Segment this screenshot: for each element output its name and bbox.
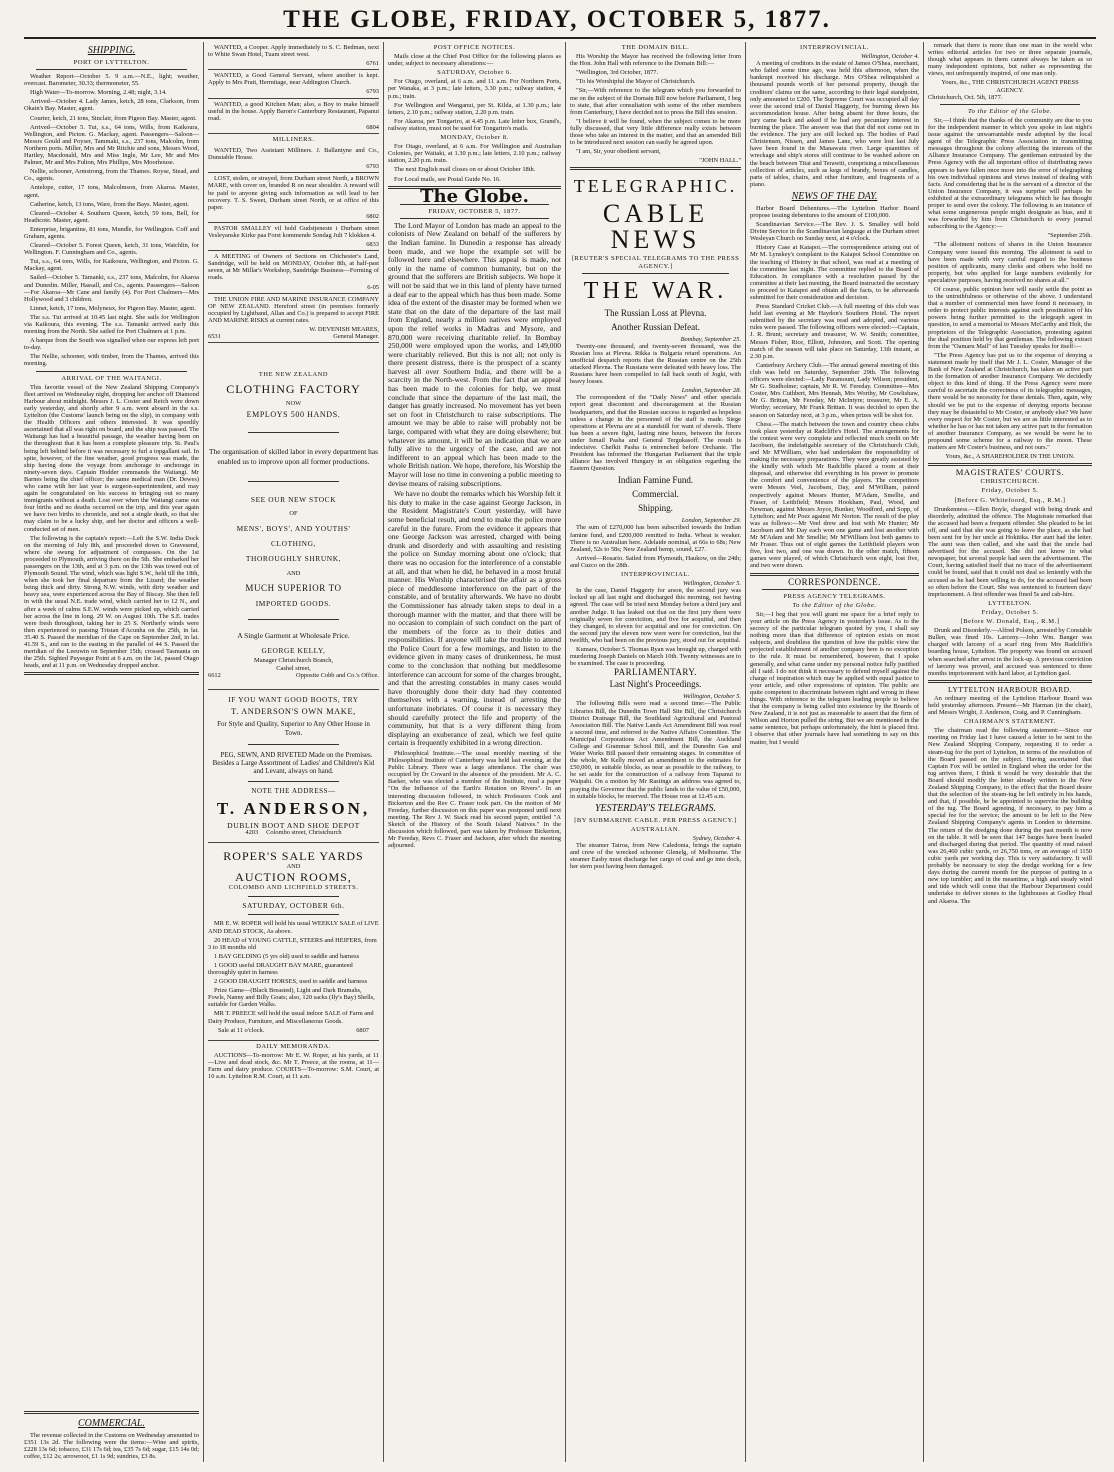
divider [928,463,1092,466]
reuter-note: [REUTER'S SPECIAL TELEGRAMS TO THE PRESS AGENCY.] [571,255,740,270]
section-title-shipping: SHIPPING. [87,45,136,56]
ad-line: IF YOU WANT GOOD BOOTS, TRY [228,694,359,704]
ad-number: 4203 [245,829,259,837]
chairmans-statement-title: CHAIRMAN'S STATEMENT. [964,718,1056,726]
ad-headline: AUCTION ROOMS, [235,870,352,885]
post-day: MONDAY, October 8. [440,134,509,142]
ad-anderson-boots [208,690,379,843]
ad-line: EMPLOYS 500 HANDS. [246,410,341,420]
tui-sailed: Tui, s.s., 64 tons, Wills, for Kaikoura, Wellington, and Picton. G. Mackay, agent. [24,258,199,273]
interprovincial-title: INTERPROVINCIAL. [800,44,869,51]
magistrates-courts-title: MAGISTRATES' COURTS. [955,467,1065,478]
column-advertisements [208,42,384,1462]
newspaper-title: THE GLOBE, FRIDAY, OCTOBER 5, 1877. [283,6,831,33]
ad-line: GEORGE KELLY, [261,646,326,656]
post-notice: For Akaroa, per Tongariro, at 4.45 p.m. Late letter box, Grand's, railway station, must not be used for Tongariro's mails. [388,117,561,132]
ad-text: A MEETING of Owners of Sections on Chichester's Land, Sandridge, will be held on MONDAY, October 8th, at half-past seven, at Mr Millar's Workshop, Sandridge Business—Forming of roads. [208,253,379,282]
daily-memoranda-title: DAILY MEMORANDA. [256,1042,331,1050]
news-item: History Case at Kaiapoi.—The correspondence arising out of Mr M. Lynskey's complaint to the Kaiapoi School Committee on the teaching of History in that school, was read at a meeting of the committee last night. The committee replied to the Board of Education. In compliance with a resolution passed by the committee at their last meeting, the Board instructed the secretary to proceed to Kaiapoi and obtain all the facts, to be afterwards submitted for their consideration and decision. [750,244,919,301]
ad-line: COLOMBO AND LICHFIELD STREETS. [228,884,359,892]
port-title: PORT OF LYTTELTON. [73,59,150,66]
ad-text: WANTED, a Good General Servant, where another is kept. Apply to Mrs Pratt, Hermitage, near Addington Church. [208,72,379,87]
waitangi-body-1: This favorite vessel of the New Zealand Shipping Company's fleet arrived on Wednesday night, dropping her anchor off Diamond Harbour about midnight. Messrs J. L. Coster and Reich were down early yesterday, and shortly after 9 a.m. went aboard in the s.s. Lyttelton (the Customs' launch being on the slip), in company with the Health Officers and others interested. It was speedily ascertained that all was right on board, and the ship was passed. The Waitangi has had a beautiful passage, the weather having been on the throughout that it has been a complete pleasure trip. St. Paul's being left behind before it was necessary to furl a topgallant sail. In spite, however, of the fine weather, good progress was made, the ship having done the voyage from anchorage to anchorage in ninety-seven days. Captain Hodder commands the Waitangi. Mr Barnes being the chief officer; the same medical man (Dr. Dewes) who came with her last year is surgeon-superintendent, and may again be congratulated on his success in bringing out so many immigrants without a death. Lost over when the Waitangi came out four births and no deaths occurred on the trip, and this year again we have two births to chronicle, and not a single death, so that she may claim to be a lucky ship, and her doctor and officers a well-conducted set of men. [24,383,199,533]
dateline: Bombay, September 25. [680,335,741,343]
domain-bill-text: "Sir,—With reference to the telegram which you forwarded to me on the subject of the Domain Bill now before Parliament, I beg to state, that after consultation with some of the other members from Canterbury, I have decided not to press the Bill this session. [570,87,741,116]
leader-body-2: We have no doubt the remarks which his Worship felt it his duty to make in the case against George Jackson, in the Resident Magistrate's Court yesterday, will have some beneficial result, and tend to make the police more careful in the future. From the evidence it appears that one George Jackson was arrested, charged with being drunk and disorderly and with assaulting and resisting the police on Sunday morning about one o'clock; that there was no occasion for the interference of a constable at all, and that when he did, he behaved in a most brutal manner. His Worship characterised the affair as a gross piece of meddlesome interference on the part of the constable, and of brutality afterwards. We have no doubt the Commissioner has already taken steps to deal in a thorough manner with the matter, and that there will be no occasion to complain of such conduct on the part of the members of the force as to their duties and responsibilities. If anyone will take the trouble to attend the Police Court for a few mornings, and listen to the evidence given in many cases of drunkenness, he must come to the conclusion that nothing but meddlesome interference can account for some of the charges brought, and that the arresting constables in many cases would have thoroughly done their duty had they contented themselves with a warning, instead of arresting the unfortunate inebriates. Of course it is necessary they should carefully protect the life and property of the community, but that is a very different thing from displaying an exuberance of zeal, which we feel quite certain is frequently exhibited in a wrong direction. [388,489,561,748]
ad-kitchen [208,99,379,134]
domain-bill-text: "I am, Sir, your obedient servant, [576,148,661,156]
correspondence-body: Sir,—I beg that you will grant me space for a brief reply to your article on the Press Agency in yesterday's issue. As to the secrecy of the particular telegram quoted by you, I shall say nothing more than that difference of opinion exists on most subjects, and doubtless the question of how the public view the projected establishment of another company here is no exception to the rule. It must be remembered, however, that I spoke generally, and what came under my personal notice fully justified all I said. I do not think it necessary to defend myself against the charge of inspiration which may be applied with equal justice to your article, and other expressions of opinion. The public are quite competent to discriminate between right and wrong in these things. With reference to the telegram leading people to believe that the company is being called into existence by the Boards of New Zealand, it is not just as reasonable to assert that the firm of Wilson and Horton pulled the string. But we are mentioned in the same sentence, but perhaps unfortunately, the hint is placed first. I observe that other journals have had something to say on this matter, but I would [750,610,919,746]
domain-bill-text: "I believe it will be found, when the subject comes to be more fully discussed, that very little difference really exists between those who take an interest in the matter, and that an amended Bill to be introduced next session can easily be agreed upon. [570,117,741,147]
harbour-board-body: An ordinary meeting of the Lyttelton Harbour Board was held yesterday afternoon. Present—Mr Harman (in the chair), and Messrs Wright, J. Anderson, Craig, and P. Cunningham. [928,694,1092,717]
divider [248,744,339,745]
parliamentary-title: PARLIAMENTARY. [613,667,698,678]
letter-salutation: To the Editor of the Globe. [968,107,1052,115]
court-bench: [Before G. Whitefoord, Esq., R.M.] [954,496,1066,504]
milliners-title: MILLINERS. [272,135,315,143]
divider [36,69,187,70]
ad-line: MR E. W. ROPER will hold his usual WEEKLY SALE of LIVE AND DEAD STOCK, As above. [208,920,379,935]
weather-report: Weather Report—October 5. 9 a.m.—N.E., light; weather, overcast. Barometer, 30.33; thermometer, 55. [24,73,199,88]
ad-text: THE UNION FIRE AND MARINE INSURANCE COMPANY OF NEW ZEALAND. Hereford street (in premises formerly occupied by Lightband, Allan and Co.) is prepared to accept FIRE AND MARINE RISKS at current rates. [208,295,379,324]
divider [24,1411,199,1414]
interprovincial-body: In the case, Daniel Haggerty for arson, the second jury was locked up all last night and discharged this morning, not having agreed. The case will be tried next Monday before a third jury and another Judge. It has leaked out that on the first jury there were originally seven for conviction, and five for acquittal, and then they changed, to eleven for acquittal and one for conviction. On the second jury the eleven now were were for conviction, but the twelfth, who had been on the previous jury, stood out for acquittal. [570,587,741,644]
shipping-subtitle: Shipping. [638,503,673,514]
letter-date: Christchurch, Oct. 5th, 1877. [928,93,1003,101]
divider [248,914,339,915]
court-body: Drunkenness.—Ellen Boyle, charged with being drunk and disorderly, admitted the offence. The Magistrate remarked that the accused had been a frequent offender. She pleaded to be let off, and said that she was going to leave the place, as she had been sent for by her uncle at Hokitika. Her aunt had the letter. The aunt was then called, and she said that the uncle had advertised for the accused. She did not know in what newspaper, but several people had seen the advertisement. The Court, having satisfied itself that no trace of the advertisement could be found, said that it could not deal so leniently with the accused as he had been willing to do, for the accused had been so often before the Court. She was sentenced to fourteen days' imprisonment. A first offender was fined 5s and cab-hire. [928,505,1092,598]
ad-line: NOW [285,400,302,408]
correspondence-subtitle: PRESS AGENCY TELEGRAMS. [783,592,886,600]
globe-title: The Globe. [420,185,529,207]
letter-body: Of course, public opinion here will easily settle the point as to the untruthfulness or otherwise of the above. I understand that a number of commercial men have found it necessary, in order to protect public interests against such prostitution of his powers being further permitted to the telegraph agent in question, to send a memorial to Messrs McCarthy and Holt, the proprietors of the Telegraphic Association, protesting against the dual position held by that gentleman. The following extract from the "Oamaru Mail" of last Tuesday speaks for itself:— [928,286,1092,350]
commercial-subtitle: Commercial. [632,489,679,500]
court-bench: [Before W. Donald, Esq., R.M.] [960,618,1060,626]
tui-note: The s.s. Tui arrived at 10.45 last night. She sails for Wellington via Kaikoura, this evening. The s.s. Tamanki arrived early this morning from the North. She sailed for Port Chalmers at 1 p.m. [24,313,199,336]
ad-line: PEG, SEWN, AND RIVETED Made on the Premises. Besides a Large Assortment of Ladies' and Children's Kid and Levant, always on hand. [212,750,375,775]
court-date: Friday, October 5. [981,487,1039,495]
australian-body: The steamer Tairoa, from New Caledonia, brings the captain and crew of the wrecked schooner Glenelg, of Melbourne. The steamer Easby must discharge her cargo of coal and go into dock, her stern post having been damaged. [570,842,741,871]
divider [248,781,339,782]
column-courts [928,42,1096,1462]
high-water: High Water—To-morrow. Morning, 2.48; night, 3.14. [30,89,167,97]
divider [36,371,187,372]
column-leader [388,42,566,1462]
court-location: CHRISTCHURCH. [980,478,1040,486]
ad-line: 1 BAY GELDING (5 yrs old) used to saddle and harness [214,952,360,960]
ad-pastor [208,223,379,251]
leader-body-3: Philosophical Institute.—The usual monthly meeting of the Philosophical Institute of Canterbury was held last evening, at the Public Library. There was a large attendance. The chair was occupied by Dr Coward in the absence of the president. Mr A. C. Barker, who was elected a member of the Institute, read a paper "On the Influence of the Earth's Rotation on Rivers". In an interesting discussion followed, in which Professors Cook and Bickerton and the Rev C. Fraser took part. On the motion of Mr Fereday, further discussion on this paper was postponed until next meeting. The Rev J. W. Stack read his second paper, entitled "A Sketch of the History of the South Island Natives." In the discussion which followed, part was taken by Professor Bickerton, Mr Fereday, Revs C. Fraser and Jackson, after which the meeting adjourned. [388,750,561,850]
ad-line: MENS', BOYS', AND YOUTHS' [236,523,351,533]
ad-milliners [208,145,379,173]
commercial-body: The revenue collected in the Customs on Wednesday amounted to £351 13s 2d. The following were the items:—Wine and spirits, £228 13s 6d; tobacco, £31 17s 6d; tea, £35 7s 6d; sugar, £15 14s 0d; coffee, £12 2s; arrowroot, £1 1s 9d; sundries, £3 8s. [24,1431,199,1460]
masthead [0,0,1114,34]
news-item: Chess.—The match between the town and country chess clubs took place yesterday at Radcliffe's Hotel. The arrangements for the contest were very complete and reflected much credit on Mr Jacobsen, the indefatigable secretary of the Christchurch Club, and Mr M'William, who had undertaken the responsibility of making the necessary preparations. They were greatly assisted by the kindly with which Mr Radcliffe placed a room at their disposal, and otherwise did everything in his power to promote the comfort and convenience of the players. The competitors were Messrs Veel, Jacobsen, Day, and M'William, paired respectively against Messrs Hunter, M'Adam, Smellie, and Fraser, of Leithfield; Messrs Hookham, Paul, Wood, and Newman, against Messrs Joyce, Bunker, Woodford, and Sopp, of Lyttelton; and Mr Poez against Mr Norton. The result of the play was as follows:—Mr Veel drew and lost with Mr Hunter; Mr Jacobsen and Mr Day each won one game and lost another with Mr M'Adam and Mr Smellie; Mr M'William lost both games to Mr Fraser. Thus out of eight games the Leithfield players won five, lost two, and one was drawn. In the other match, fifteen games were played, of which Christchurch won eight, lost five, and two were drawn. [750,420,919,570]
interprovincial-body: A meeting of creditors in the estate of James O'Shea, merchant, who failed some time ago, was held this afternoon, when the bankrupt received his discharge. Mrs O'Shea relinquished a thousand pounds worth of her personal property, though the creditors' claims on the same, according to their legal standpoint, only amounted to £200. The Supreme Court was occupied all day over the second trial of Daniel Haggerty, for burning down his accommodation house. After being absent for three hours, the jury came back and asked if he had any pecuniary interest in burning the place. The answer was that that did not come out in the evidence. The jury are still locked up. The bodies of Paul Christensen, Nissen, and James Lane, who were lost last July have been found in the Manawatu river. Large quantities of wreckage and ship's stores still continue to be washed ashore on the beach between Titai and Terawiti, comprising a miscellaneous collection of articles, such as kegs of brandy, boxes of candles, parts of tables, chairs, and other furniture, and fragments of a piano. [750,60,919,188]
column-news [750,42,924,1462]
parliamentary-body: The following Bills were read a second time:—The Public Libraries Bill, the Dunedin Town Hall Site Bill, the Christchurch District Drainage Bill, the Southland Agricultural and Pastoral Association Bill. The Native Lands Act Amendment Bill was read a second time, and referred to the Native Affairs Committee. The Municipal Corporations Act Amendment Bill, the Auckland College and Grammar School Bill, and the Dunedin Gas and Water Works Bill passed their remaining stages. In committee of the whole, Mr Kelly moved an amendment to the estimates for £50,000, in suitable blocks, as near as possible to the railway, to be set aside for the construction of a railway from Tapanui to Waipahi. On a motion by Mr Rastings an address was agreed to, praying the Governor that the public lands to the value of £50,000, in suitable blocks, be reserved. The House rose at 12.45 a.m. [570,700,741,800]
post-day: SATURDAY, October 6. [437,69,512,77]
letter-body: "The Press Agency has put us to the expense of denying a statement made by itself that Mr J. L. Coster, Manager of the Bank of New Zealand at Christchurch, has taken an active part in the formation of another Insurance Company. We decidedly object to this kind of thing. If the Press Agency were more careful to ascertain the correctness of its telegraphic messages, there would be no necessity for these denials. Then, again, why should we be put to the expense of denying reports because they may be distasteful to Mr Coster, or anybody else? We have every respect for Mr Coster, but we are as little interested as to whether he has or has not taken any active part in the formation of another Insurance Company, as we would be were he to propound some scheme for a railway to the moon. These matters are Mr Coster's business, and not ours." [928,351,1092,452]
ad-union-insurance [208,294,379,344]
ad-line: CLOTHING, [270,538,317,548]
divider [940,104,1080,105]
ad-line: Prize Game—(Black Breasted), Light and Dark Bramahs, Fowls, Nanny and Billy Goats; also, 120 sacks (Ily's Bay) Shells, suitable for Garden Walks. [208,987,375,1009]
leader-body-1: The Lord Mayor of London has made an appeal to the colonists of New Zealand on behalf of the sufferers by the Indian famine. In Dunedin a response has already been made, and we hope the example set will be followed here and elsewhere. This appeal is made, not only in the name of common humanity, but on the ground that the sufferers are British subjects. We hope it will not be said that we in this land of plenty have turned a deaf ear to the appeal which has thus been made. Some idea of the extent of the disaster may be formed when we state that on the date of the departure of the last mail from England, nearly a million natives were employed upon the relief works in Madras and Mysore, and 870,000 were receiving charitable relief. In Bombay 250,000 were employed upon the works, and 149,000 were charitably relieved. But this is not all; not only is there present distress, there is the prospect of a scanty harvest all over Southern India, and there will be a scarcity in the North-west. From the fact that an appeal has been made to the colonies for help, we must conclude that since the departure of the last mail, the danger has greatly increased. No movement has yet been set on foot in Christchurch to raise subscriptions. The amount we may be able to raise will probably not be large, compared with what they are doing elsewhere; but whatever its amount, it will be an indication that we are fully alive to the urgency of the case, and are not indifferent to an appeal which has been made to the whole British nation. We hope, therefore, his Worship the Mayor will lose no time in convening a public meeting to devise means of raising subscriptions. [388,220,561,488]
arrivals-1: Arrived—October 4. Lady James, ketch, 28 tons, Clarkson, from Okain's Bay. Master, agent. [24,98,199,113]
ad-line: Colombo street, Christchurch [266,829,342,837]
post-notice: For Local mails, see Postal Guide No. 16. [394,175,501,183]
ad-line: IMPORTED GOODS. [255,599,332,609]
dateline: Sydney, October 4. [692,834,741,842]
ad-number: 6761 [366,60,379,68]
divider [750,573,919,576]
telegraphic-heading: TELEGRAPHIC. [573,176,738,197]
post-office-title: POST OFFICE NOTICES. [433,44,516,51]
dateline: London, September 29. [681,517,741,525]
ad-line: A Single Garment at Wholesale Price. [237,631,350,641]
ad-line: DUBLIN BOOT AND SHOE DEPOT [227,820,360,830]
harbour-board-title: LYTTELTON HARBOUR BOARD. [947,684,1073,694]
ad-text: LOST, stolen, or strayed, from Durham street North, a BROWN MARE, with cover on, branded R on near shoulder. A reward will be paid to anyone giving such information as will lead to her recovery. T. S. Sweet, Durham street North, or at office of this paper. [208,175,379,211]
court-date: Friday, October 5. [981,608,1039,616]
letter-continued: remark that there is more than one man in the world who writes editorial articles for two or three separate journals, though what appears in them cannot always be taken as so many independent opinions, but rather as representing the views, not unfrequently inspired, of one man only. [928,42,1092,78]
post-notice: For Wellington and Wanganui, per St. Kilda, at 1.30 p.m.; late letters, 2.10 p.m.; railway station, 2.20 p.m. train. [388,101,561,116]
ad-headline: ROPER'S SALE YARDS [223,849,364,864]
ad-line: 1 GOOD useful DRAUGHT BAY MARE, guaranteed thoroughly quiet in harness [208,961,353,976]
letter-signature: Yours, &c., A SHAREHOLDER IN THE UNION. [945,453,1075,461]
arrival-catherine: Catherine, ketch, 13 tons, Ware, from the Bays. Master, agent. [30,200,189,208]
arrivals-2: Courier, ketch, 21 tons, Sinclair, from Pigeon Bay. Master, agent. [30,114,197,122]
ad-text: WANTED, a good Kitchen Man; also, a Boy to make himself useful in the house. Apply Baron's Canterbury Restaurant, Papanui road. [208,100,379,122]
letter-body: "September 25th. [1047,232,1092,240]
ad-cooper [208,42,379,70]
ad-number: 6793 [366,163,379,171]
domain-bill-title: THE DOMAIN BILL. [621,44,690,51]
post-notice: For Otago, overland, at 6 a.m. For Wellington and Australian Colonies, per Waitaki, at 1.30 p.m.; late letters, 2.10 p.m.; railway station, 2.20 p.m. train. [388,143,561,165]
ad-line: THE NEW ZEALAND [258,371,329,379]
ad-number: 6612 [208,671,221,679]
arrival-nellie: Nellie, schooner, Armstrong, from the Thames. Royse, Stead, and Co., agents. [24,168,199,183]
section-title-commercial: COMMERCIAL. [78,1417,145,1429]
ad-text: WANTED, Two Assistant Milliners. J. Ballantyne and Co., Dunstable House. [208,147,379,162]
war-heading: THE WAR. [583,277,728,304]
divider [248,432,339,433]
correspondence-salutation: To the Editor of the Globe. [792,601,877,609]
divider [248,619,339,620]
divider [400,218,549,219]
ad-headline: T. ANDERSON, [216,798,371,818]
cable-note: [BY SUBMARINE CABLE. PER PRESS AGENCY.] [574,816,737,824]
ad-line: Cashel street, [276,664,311,672]
barque-note: A barque from the South was signalled when our express left port to-day. [24,337,199,352]
arrival-antelope: Antelope, cutter, 17 tons, Malcolmson, from Akaroa. Master, agent. [24,184,199,199]
nellie-note: The Nellie, schooner, with timber, from the Thames, arrived this morning. [24,353,199,368]
ad-line: The organisation of skilled labor in every department has enabled us to improve upon all former productions. [209,447,378,467]
ad-text: WANTED, a Cooper. Apply immediately to S. C. Bedman, next to White Swan Hotel, Tuam street west. [208,44,379,59]
famine-body: Arrived—Rosario. Sailed from Plymouth, Haukow, on the 24th; and Cuzco on the 28th. [570,554,741,569]
ad-number: 6-05 [367,283,379,291]
ad-line: 2 GOOD DRAUGHT HORSES, used to saddle and harness [214,978,368,986]
letter-body: "The allotment notices of shares in the Union Insurance Company were issued this morning. The allotment is said to have been made with very careful regard to the business position of applicants, many clerks and others who hold no property, but who applied for large numbers evidently for speculative purposes, having received no shares at all." [928,241,1092,284]
ad-line: THOROUGHLY SHRUNK, [245,553,342,563]
column-telegraphic [570,42,746,1462]
ad-number: 6833 [366,241,379,249]
cable-news-heading: CABLE NEWS [602,199,709,255]
domain-bill-text: "Wellington, 3rd October, 1877. [576,69,659,77]
news-of-the-day-title: NEWS OF THE DAY. [791,190,878,202]
ad-line: 20 HEAD of YOUNG CATTLE, STEERS and HEIFERS, from 3 to 18 months old [208,936,377,951]
ad-line: AND [286,863,301,871]
cleared-2: Cleared—October 5. Forest Queen, ketch, 31 tons, Watchlin, for Wellington. F. Cunningham and Co., agents. [24,242,199,257]
ad-line: MR T. PREECE will hold the usual indoor SALE of Farm and Dairy Produce, Furniture, and Miscellaneous Goods. [208,1010,374,1025]
daily-memoranda-body: AUCTIONS—To-morrow: Mr E. W. Roper, at his yards, at 11—Live and dead stock, &c. Mr T. Preece, at the rooms, at 11—Farm and dairy produce. COURTS—To-morrow: S.M. Court, at 10 a.m. Lyttelton R.M. Court, at 11 a.m. [208,1051,379,1081]
divider [762,589,907,590]
ad-line: NOTE THE ADDRESS— [251,786,336,795]
commercial-block [24,1408,199,1462]
ad-line: AND [286,569,301,577]
war-body: Twenty-one thousand, and twenty-seven thousand, was the Russian loss at Plevna. Rikka is Bulgaria retard operations. An unofficial despatch reports that the Russian centre on the 25th attacked Plevna. The Russians were defeated with heavy loss. The Russians have been compelled to fall back south of Jogki, with heavy losses. [570,342,741,386]
post-notice: The next English mail closes on or about October 18th. [394,166,536,174]
war-subheading-2: Another Russian Defeat. [611,321,700,332]
dateline: Wellington, October 5. [683,580,741,588]
column-shipping [24,42,204,1462]
war-body: The correspondent of the "Daily News" and other specials report great discontent and discouragement at the Russian headquarters, and that the Russian success is regarded as hopeless unless a change in the personnel of the staff is made. Siege operations at Plevna are at a standstill for want of shovels. There has been a severe fight, lasting nine hours, between the forces under Ismail Pasha and General Tergukasoff. The result is indecisive. Chefkit Pasha is entrenched before Orchanie. The President has informed the Hungarian Parliament that the triple alliance has involved Hungary in an obligation regarding the Eastern Question. [570,394,741,473]
waitangi-title: ARRIVAL OF THE WAITANGI. [61,374,162,382]
harbour-board-body: The chairman read the following statement:—Since our meeting on Friday last I have caused a letter to be sent to the New Zealand Shipping Company, requesting it to order a steam-tug for the port of Lyttelton, in terms of the resolution of the Board passed on the subject. Having ascertained that Captain Fox will be settled in England when the order for the tug arrives there, I think it would be very desirable that the Board should modify the letter already written to the New Zealand Shipping Company, to the effect that the Board desire that the selection of the steam-tug be left entirely in his hands, and that, if possible, he be appointed to supervise the building of the tug. The Board agreeing, if necessary, to pay him a special fee for the service; the amount to be left to the New Zealand Shipping Company's agents in London to determine. The return of the dredging done during the past month is now on the table. It will be seen that 147 barges have been loaded and discharged during that period. The quantity of mud raised was 26,460 cubic yards, or 26,750 tons, or an average of 1150 cubic yards per working day. This is very satisfactory. It will probably be necessary to stop the dredge working for a few days during the current month for the purpose of putting in a new top tumbler; and in the meantime, a high and steady wind and tide which will come that the Harbour Department could undertake to deliver stones to the lighthouses at Godley Head and Akaroa. The [928,727,1092,905]
news-item: Scandinavian Service.—The Rev. J. S. Smalley will hold Divine Service in the Scandinavian language at the Durham street Wesleyan Church on Sunday next, at 4 o'clock. [750,221,919,243]
ad-line: For Style and Quality, Superior to Any Other House in Town. [217,719,370,737]
globe-date: FRIDAY, OCTOBER 5, 1877. [428,207,521,215]
ad-line: Sale at 11 o'clock. [218,1026,265,1034]
post-notice: For Otago, overland, at 6 a.m. and 11 a.m. For Northern Ports, per Wanaka, at 3 p.m.; late letters, 3.30 p.m.; railway station, 4 p.m.; train. [388,78,561,100]
divider [248,481,339,482]
ad-number: 6531 [208,333,221,341]
ad-signatory-role: General Manager. [333,333,379,341]
letter-body: Sir,—I think that the thanks of the community are due to you for the independent manner in which you spoke in last night's issue against the unwarrantable mode adopted by the local agent of the Telegraphic Press Association in transmitting messages throughout the colony affecting the interests of the Alliance Insurance Company. The gentleman entrusted by the Press Agency with the all important office of distributing news appears to have fallen once more into the error of telegraphing his own individual opinions and views instead of dealing with facts. And considering that he is the servant of a director of the Union Insurance Company, it was surprise will perhaps be exhibited at the extraordinary telegrams which he has thought proper to send over the colony. The following is an instance of what some ungenerous people might designate as bias, and it was forwarded by him from Christchurch to every journal subscribing to the Agency:— [928,116,1092,231]
arrivals-3: Arrived—October 5. Tui, s.s., 64 tons, Wills, from Kaikoura, Wellington, and Picton. G. Mackay, agent. Passengers—Saloon—Messrs Gould and Poyser, Tammaki, s.s., 237 tons, Malcolm, from Northern ports. Miller, Mrs and Mr Ritchie and sons, Messrs Wood, Hartley, Macdonald, Mrs and Miss Ingle, Mr Lee, Mr and Mrs Palmer, Mr and Mrs Fulton, Mrs Phillips, Mrs Moorhouse. [24,123,199,167]
yesterdays-telegrams-title: YESTERDAY'S TELEGRAMS. [594,802,717,814]
news-item: Canterbury Archery Club.—The annual general meeting of this club was held on Saturday, September 29th. The following officers were elected:—Lady Paramount, Lady Wilson; president, Mr G. Studholme; captain, Mr R. W. Fereday. Committee—Mrs Coster, Mrs Cuthbert, Mrs Hennah, Mrs Worthy, Mr Cowlishaw, Mr G. Brittan, Mr Fereday, Mr McIntyre; treasurer, Mr E. A. Worthy; secretary, Mr Frank Brittan. It was decided to open the season on Saturday next, at 3 p.m., when prizes will be shot for. [750,361,919,419]
ad-lost-mare [208,173,379,223]
ad-headline: T. ANDERSON'S OWN MAKE, [231,706,356,716]
war-subheading: The Russian Loss at Plevna. [604,307,707,318]
famine-title: Indian Famine Fund. [617,475,694,486]
ad-headline: CLOTHING FACTORY [226,382,361,397]
waitangi-body-2: The following is the captain's report:—Left the S.W. India Dock on the morning of July 8th, and proceeded down to Gravesend, where she swung for adjustment of compasses. On the 1st proceeded to Plymouth, arriving there on the 5th. She embarked her passengers on the 13th, and at 3 p.m. on the 13th was towed out of Plymouth Sound. The wind, which was light S.W., held till the 18th, when she took her final departure from the Lizard; the weather being thick and dirty. Strong N.W. winds, with dirty weather and heavy sea, were experienced across the Bay of Biscay. She then fell in with the usual N.E. trade wind, which carried her to 12 N., and after a week of calms S.E.W. winds were picked up, which carried her across the line in long. 29 W. on August 10th. The S.E. trades were fresh throughout, taking her to 25 S. Northerly winds were then experienced to passing Tristan d'Acunha on the 25th, in lat. 35.40 S. Passed the meridian of the Cape on September 2nd, in lat. 41.59 S., and ran to the easting in the parallel of 44 S. Passed the meridian of the Leeuwin on September 15th; crossed Tasmania on the 25th. Sighted Puysegur Point at 6 a.m. on the 1st, passed Otago heads, and at 11 p.m. on Wednesday dropped anchor. [24,534,199,670]
ad-text: PASTOR SMALLEY vil hold Gudstjeneste i Durham street Vesleyanske Kirke paa Forst kommende Sondag Juli 7 klokken 4. [208,224,379,239]
interprovincial-body: Kumara, October 5. Thomas Ryan was brought up, charged with murdering Joseph Daniels on March 10th. Twenty witnesses are to be examined. The case is proceeding. [570,645,741,668]
news-item: Harbor Board Debentures.—The Lyttelton Harbor Board propose issuing debentures to the amount of £100,000. [750,204,919,219]
sailed: Sailed—October 5. Tamanki, s.s., 237 tons, Malcolm, for Akaroa and Dunedin. Miller, Hassall, and Co., agents. Passengers—Saloon—For Akaroa—Mr Cane and family (4). For Port Chalmers—Mrs Hollywood and 3 children. [24,274,199,303]
cleared-1: Cleared—October 4. Southern Queen, ketch, 59 tons, Bell, for Heathcote. Master, agent. [24,209,199,224]
domain-bill-signature: "JOHN HALL." [699,157,741,165]
ad-line: MUCH SUPERIOR TO [245,583,342,594]
ad-number: 6807 [356,1026,369,1034]
masthead-rule [24,37,1096,39]
ad-number: 6804 [366,123,379,131]
divider [24,672,199,675]
divider [928,680,1092,683]
dateline: Wellington, October 4. [861,53,919,61]
sailed-linnet: Linnet, ketch, 17 tons, Molyneux, for Pigeon Bay. Master, agent. [30,304,196,312]
ad-line: OF [289,509,298,517]
dateline: London, September 28. [681,387,741,395]
divider [582,273,729,274]
ad-signatory: W. DEVENISH MEARES, [309,326,379,333]
ad-line: SEE OUR NEW STOCK [250,495,337,505]
australian-title: AUSTRALIAN. [630,825,681,833]
domain-bill-text: His Worship the Mayor has received the following letter from the Hon. John Hall with reference to the Domain Bill:— [570,53,741,68]
ad-number: 6802 [366,212,379,220]
court-body: Drunk and Disorderly.—Alfred Polson, arrested by Constable Bullen, was fined 10s. Larceny.—John Wm. Banger was charged with larceny of a scarf ring from Mrs Radcliffe's boarding house, Lyttelton. The property was found on accused when searched after arrest in the lock-up. A previous conviction of larceny was proved, and accused was sentenced to three months imprisonment with hard labor, at Lyttelton gaol. [928,627,1092,677]
ad-roper-sale [208,843,379,1041]
post-notice: Mails close at the Chief Post Office for the following places as under, subject to necessary alterations:— [388,53,561,68]
divider [570,167,741,170]
news-item: Press Standard Cricket Club.—A full meeting of this club was held last evening at Mr Haydon's Southern Hotel. The report submitted by the secretary was read and adopted, and various rules were passed. The following officers were elected:—Captain, J. R. Brunt; secretary and treasurer, W. W. Smith; committee, Messrs Fisher, Rice, Elliott, Johnston, and Scott. The opening match of the season will take place on Saturday, 13th instant, at 2.30 p.m. [750,303,919,360]
domain-bill-text: "To his Worshipful the Mayor of Christchurch. [576,78,696,86]
famine-body: The sum of £270,000 has been subscribed towards the Indian famine fund, and £200,000 remitted to India. Wheat is weaker. There is no Australian here. Adelaide nominal, at 66s to 68s; New Zealand, 52s to 58s; New Zealand hemp, sound, £27. [570,524,741,553]
correspondence-title: CORRESPONDENCE. [788,576,881,587]
court-location: LYTTELTON. [988,599,1032,607]
page-columns [24,42,1096,1462]
divider [248,896,339,897]
ad-clothing-factory [208,343,379,690]
interprovincial-title: INTERPROVINCIAL. [621,571,690,579]
ad-line: Manager Christchurch Branch, [254,657,333,665]
ad-line: SATURDAY, OCTOBER 6th. [242,901,345,911]
letter-signature: Yours, &c., THE CHRISTCHURCH AGENT PRESS AGENCY. [941,79,1079,94]
ad-number: 6793 [366,88,379,96]
ad-servant [208,70,379,98]
dateline: Wellington, October 5. [683,693,741,701]
ad-meeting [208,251,379,293]
ad-line: Opposite Cobb and Co.'s Office. [295,671,379,679]
parliamentary-subtitle: Last Night's Proceedings. [609,679,702,690]
cleared-enterprise: Enterprise, brigantine, 81 tons, Mundle, for Wellington. Coff and Graham, agents. [24,225,199,240]
